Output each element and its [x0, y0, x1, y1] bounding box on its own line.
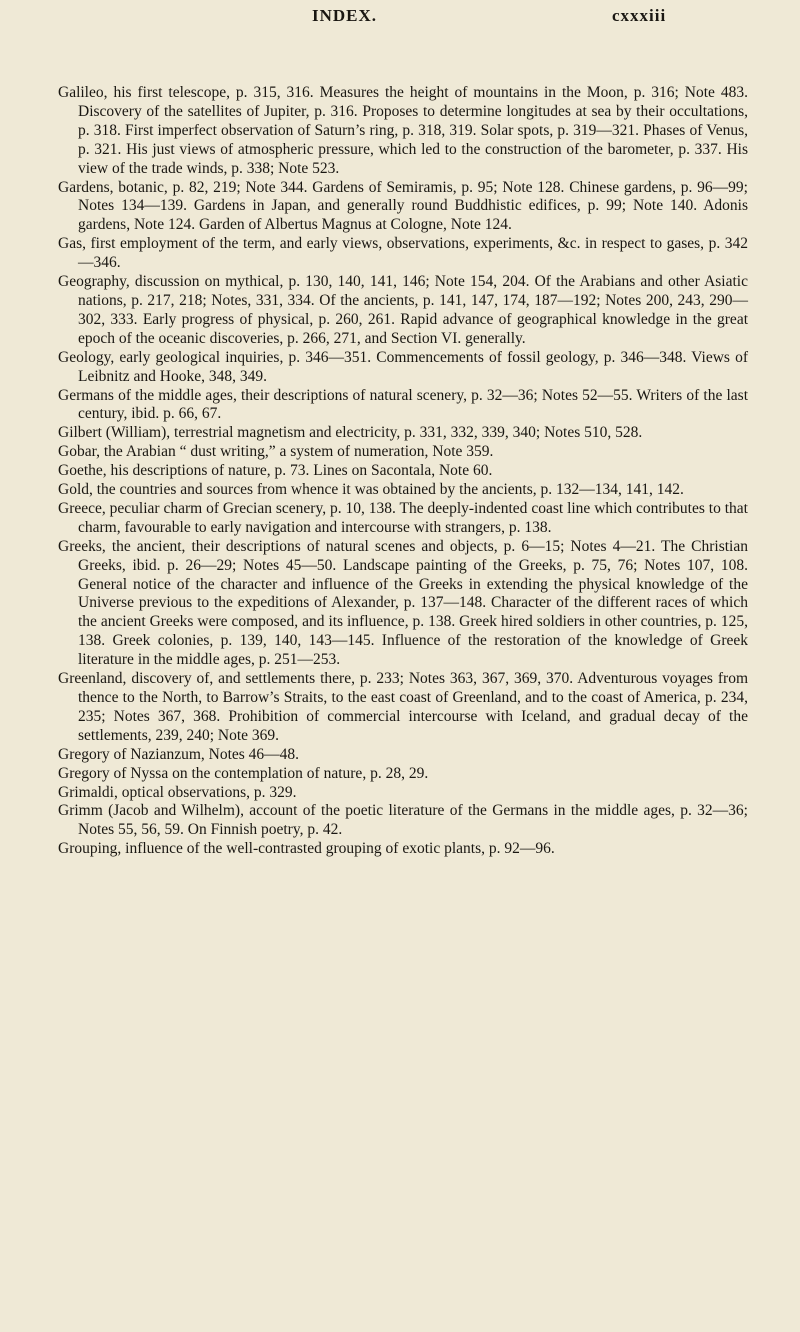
index-entry-gregory-nazianzum: Gregory of Nazianzum, Notes 46—48.	[58, 745, 300, 763]
index-entry-greece: Greece, peculiar charm of Grecian scenery, p. 10, 138. The deeply-indented coast line which contributes to that charm, favourable to early navigation and intercourse with strangers, p. 138.	[58, 499, 748, 536]
index-entry-grouping: Grouping, influence of the well-contrasted grouping of exotic plants, p. 92—96.	[58, 840, 555, 858]
index-entry-geography: Geography, discussion on mythical, p. 130, 140, 141, 146; Note 154, 204. Of the Arabians and other Asiatic nations, p. 217, 218; Notes, 331, 334. Of the ancients, p. 141, 147, 174, 187—192; Notes 200, 243, 290—302, 333. Early progress of physical, p. 260, 261. Rapid advance of geographical knowledge in the great epoch of the oceanic discoveries, p. 266, 271, and Section VI. generally.	[58, 273, 748, 347]
index-entry-gold: Gold, the countries and sources from whence it was obtained by the ancients, p. 132—134, 141, 142.	[58, 481, 684, 499]
page-number: cxxxiii	[612, 6, 667, 25]
index-entry-greenland: Greenland, discovery of, and settlements there, p. 233; Notes 363, 367, 369, 370. Adventurous voyages from thence to the North, to Barrow’s Straits, to the east coast of Greenland, and to the coast of America, p. 234, 235; Notes 367, 368. Prohibition of commercial intercourse with Iceland, and gradual decay of the settlements, 239, 240; Note 369.	[58, 670, 748, 744]
running-head: INDEX.	[312, 6, 378, 25]
index-entry-germans: Germans of the middle ages, their descriptions of natural scenery, p. 32—36; Notes 52—55. Writers of the last century, ibid. p. 66, 67.	[58, 386, 748, 423]
index-entry-gardens: Gardens, botanic, p. 82, 219; Note 344. Gardens of Semiramis, p. 95; Note 128. Chinese gardens, p. 96—99; Notes 134—139. Gardens in Japan, and generally round Buddhistic edifices, p. 99; Note 140. Adonis gardens, Note 124. Garden of Albertus Magnus at Cologne, Note 124.	[58, 178, 748, 234]
index-entry-greeks: Greeks, the ancient, their descriptions of natural scenes and objects, p. 6—15; Notes 4—21. The Christian Greeks, ibid. p. 26—29; Notes 45—50. Landscape painting of the Greeks, p. 75, 76; Notes 107, 108. General notice of the character and influence of the Greeks in extending the physical knowledge of the Universe previous to the expeditions of Alexander, p. 137—148. Character of the different races of which the ancient Greeks were composed, and its influence, p. 138. Greek hired soldiers in other countries, p. 125, 138. Greek colonies, p. 139, 140, 143—145. Influence of the restoration of the knowledge of Greek literature in the middle ages, p. 251—253.	[58, 537, 748, 669]
index-entry-galileo: Galileo, his first telescope, p. 315, 316. Measures the height of mountains in the Moon, p. 316; Note 483. Discovery of the satellites of Jupiter, p. 316. Proposes to determine longitudes at sea by their occultations, p. 318. First imperfect observation of Saturn’s ring, p. 318, 319. Solar spots, p. 319—321. Phases of Venus, p. 321. His just views of atmospheric pressure, which led to the construction of the barometer, p. 337. His view of the trade winds, p. 338; Note 523.	[58, 84, 748, 177]
index-entry-gregory-nyssa: Gregory of Nyssa on the contemplation of nature, p. 28, 29.	[58, 764, 429, 782]
index-entry-gobar: Gobar, the Arabian “ dust writing,” a system of numeration, Note 359.	[58, 443, 494, 461]
page-header	[0, 6, 800, 36]
index-entry-goethe: Goethe, his descriptions of nature, p. 73. Lines on Sacontala, Note 60.	[58, 462, 493, 480]
index-entry-grimm: Grimm (Jacob and Wilhelm), account of the poetic literature of the Germans in the middle ages, p. 32—36; Notes 55, 56, 59. On Finnish poetry, p. 42.	[58, 802, 748, 839]
index-entry-gilbert: Gilbert (William), terrestrial magnetism and electricity, p. 331, 332, 339, 340; Notes 510, 528.	[58, 424, 643, 442]
index-entry-gas: Gas, first employment of the term, and early views, observations, experiments, &c. in respect to gases, p. 342—346.	[58, 235, 748, 272]
index-entry-geology: Geology, early geological inquiries, p. 346—351. Commencements of fossil geology, p. 346—348. Views of Leibnitz and Hooke, 348, 349.	[58, 348, 748, 385]
index-entry-grimaldi: Grimaldi, optical observations, p. 329.	[58, 783, 297, 801]
index-entries	[58, 84, 748, 859]
